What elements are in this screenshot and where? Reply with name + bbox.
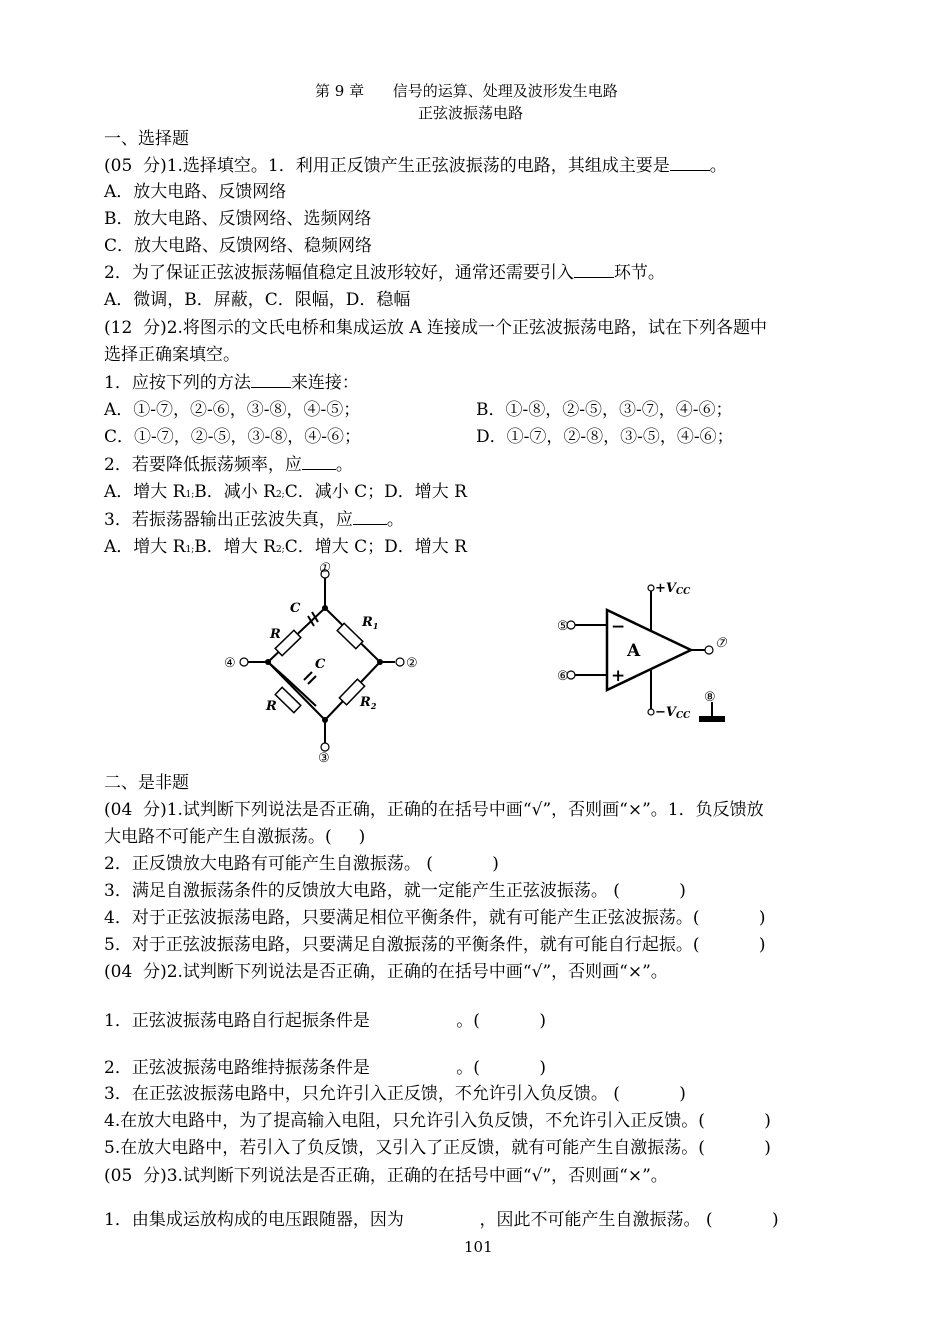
ground-icon	[699, 716, 725, 722]
inverting-input-sign: −	[611, 617, 626, 637]
q1-sub2-options: A．微调，B．屏蔽，C．限幅，D．稳幅	[104, 290, 411, 310]
part1-heading: 一、选择题	[104, 129, 189, 149]
node-5-label: ⑤	[557, 619, 569, 634]
node-6-label: ⑥	[557, 669, 569, 684]
node-8-label: ⑧	[704, 690, 716, 705]
node-3-label: ③	[318, 751, 330, 766]
tf-q1-line2: 大电路不可能产生自激振荡。( )	[104, 827, 366, 847]
tf-q2-item4: 4.在放大电路中，为了提高输入电阻，只允许引入负反馈，不允许引入正反馈。( )	[104, 1111, 771, 1131]
tf-q1-item2: 2．正反馈放大电路有可能产生自激振荡。 ( )	[104, 854, 499, 874]
tf-q1-item4: 4．对于正弦波振荡电路，只要满足相位平衡条件，就有可能产生正弦波振荡。( )	[104, 908, 766, 928]
capacitor-mid-label: C	[315, 657, 326, 672]
q1-sub2-stem: 2．为了保证正弦波振荡幅值稳定且波形较好，通常还需要引入 环节。	[104, 263, 665, 283]
resistor-bottom-label: R	[266, 699, 277, 714]
answer-blank	[353, 510, 387, 525]
tf-q2-item5: 5.在放大电路中，若引入了负反馈，又引入了正反馈，就有可能产生自激振荡。( )	[104, 1138, 771, 1158]
resistor-r1-label: $R_1$	[362, 615, 379, 631]
tf-q2-stem: (04 分)2.试判断下列说法是否正确，正确的在括号中画“√”，否则画“×”。	[104, 962, 668, 982]
q2-stem-line2: 选择正确案填空。	[104, 345, 240, 365]
resistor-r2-label: $R_2$	[360, 695, 377, 711]
q2-option-a: A．①-⑦，②-⑥，③-⑧，④-⑤；	[104, 400, 361, 420]
tf-q1-line1: (04 分)1.试判断下列说法是否正确，正确的在括号中画“√”，否则画“×”。1．负反馈放	[104, 800, 764, 820]
q2-stem-line1: (12 分)2.将图示的文氏电桥和集成运放 A 连接成一个正弦波振荡电路，试在下列各题中	[104, 318, 768, 338]
opamp-diagram	[555, 570, 755, 730]
section-title: 正弦波振荡电路	[418, 104, 524, 122]
answer-blank	[670, 156, 710, 171]
chapter-title: 第 9 章 信号的运算、处理及波形发生电路	[315, 82, 618, 100]
wien-bridge-diagram	[220, 560, 430, 770]
q2-sub2-options: A．增大 R1;B．减小 R2;C．减小 C；D．增大 R	[104, 482, 467, 502]
q2-option-b: B．①-⑧，②-⑤，③-⑦，④-⑥；	[476, 400, 733, 420]
q2-sub3-options: A．增大 R1;B．增大 R2;C．增大 C；D．增大 R	[104, 537, 467, 557]
tf-q3-stem: (05 分)3.试判断下列说法是否正确，正确的在括号中画“√”，否则画“×”。	[104, 1166, 668, 1186]
node-2-label: ②	[406, 656, 418, 671]
q2-option-d: D．①-⑦，②-⑧，③-⑤，④-⑥；	[476, 427, 734, 447]
q1-option-a: A．放大电路、反馈网络	[104, 182, 287, 202]
resistor-left-label: R	[270, 627, 281, 642]
answer-blank	[302, 455, 336, 470]
opamp-label: A	[627, 641, 641, 661]
page-number: 101	[464, 1238, 493, 1256]
part2-heading: 二、是非题	[104, 773, 189, 793]
node-7-label: ⑦	[715, 636, 727, 651]
q1-option-b: B．放大电路、反馈网络、选频网络	[104, 209, 372, 229]
q2-sub1: 1．应按下列的方法 来连接：	[104, 373, 359, 393]
q2-option-c: C．①-⑦，②-⑤，③-⑧，④-⑥；	[104, 427, 361, 447]
tf-q2-item1: 1．正弦波振荡电路自行起振条件是 。( )	[104, 1011, 546, 1031]
tf-q1-item3: 3．满足自激振荡条件的反馈放大电路，就一定能产生正弦波振荡。 ( )	[104, 881, 686, 901]
q1-option-c: C．放大电路、反馈网络、稳频网络	[104, 236, 373, 256]
noninverting-input-sign: +	[611, 666, 626, 686]
node-1-label: ①	[318, 561, 330, 576]
tf-q2-item2: 2．正弦波振荡电路维持振荡条件是 。( )	[104, 1058, 546, 1078]
q2-sub3: 3．若振荡器输出正弦波失真，应 。	[104, 510, 404, 530]
negative-supply-label: −VCC	[655, 705, 691, 721]
positive-supply-label: +VCC	[655, 581, 691, 597]
node-4-label: ④	[224, 656, 236, 671]
tf-q1-item5: 5．对于正弦波振荡电路，只要满足自激振荡的平衡条件，就有可能自行起振。( )	[104, 935, 766, 955]
tf-q3-item1: 1．由集成运放构成的电压跟随器，因为 ，因此不可能产生自激振荡。 ( )	[104, 1210, 779, 1230]
q2-sub2: 2．若要降低振荡频率，应 。	[104, 455, 353, 475]
capacitor-top-label: C	[290, 601, 301, 616]
answer-blank	[574, 263, 614, 278]
tf-q2-item3: 3．在正弦波振荡电路中，只允许引入正反馈，不允许引入负反馈。 ( )	[104, 1084, 686, 1104]
answer-blank	[251, 373, 291, 388]
q1-stem: (05 分)1.选择填空。1．利用正反馈产生正弦波振荡的电路，其组成主要是 。	[104, 156, 727, 176]
